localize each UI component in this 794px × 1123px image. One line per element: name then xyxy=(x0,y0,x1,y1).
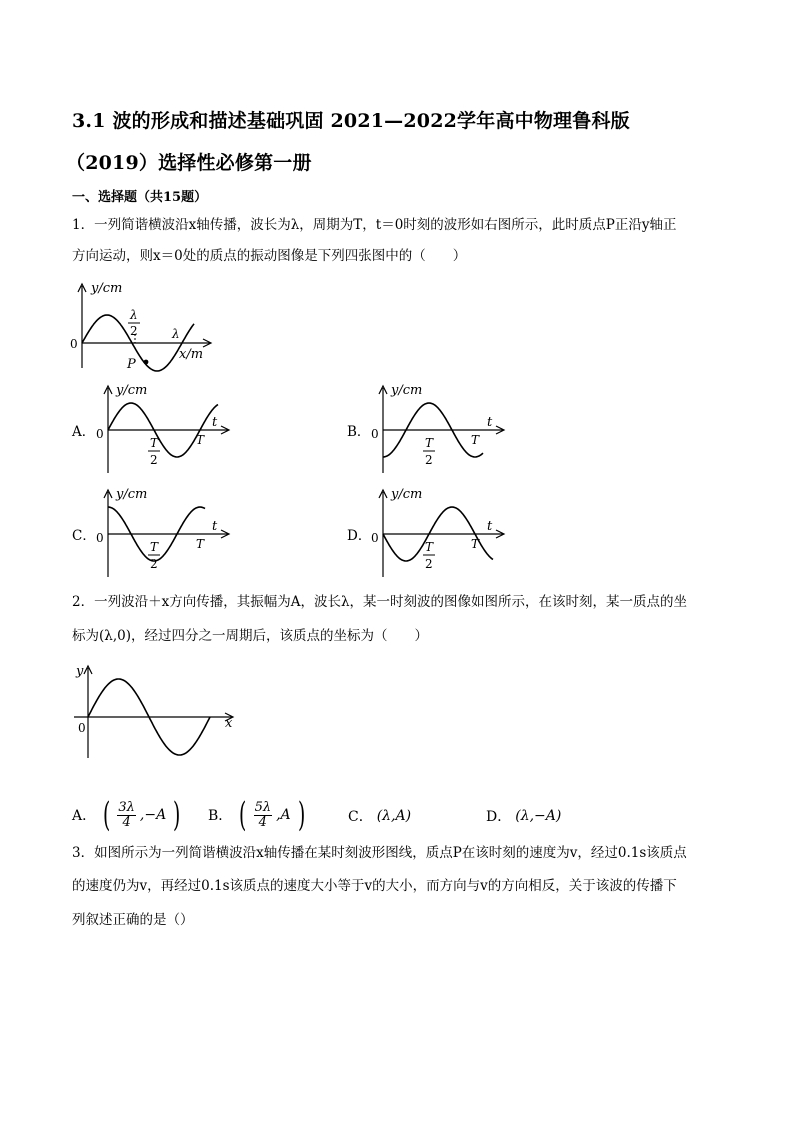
q3-line-2: 的速度仍为v，再经过0.1s该质点的速度大小等于v的大小，而方向与v的方向相反，关于该波的传播下 xyxy=(72,878,677,894)
q2-choice-d-label: D． xyxy=(486,809,512,825)
q1-option-b-graph[interactable] xyxy=(365,380,510,475)
q2-choice-b[interactable]: B． ( $\frac{5\lambda}{4}$ ,A ) xyxy=(208,795,305,835)
q1-option-a-graph[interactable] xyxy=(90,380,235,475)
q2-choice-b-rest: ,A xyxy=(276,807,291,823)
q3-line-3: 列叙述正确的是（） xyxy=(72,912,194,928)
option-origin-label: 0 xyxy=(96,531,104,545)
q2-choice-b-den: 4 xyxy=(258,814,267,830)
q2-x-label: x xyxy=(225,716,233,731)
option-half-period-den: 2 xyxy=(425,557,433,571)
q1-half-lambda-num: λ xyxy=(130,308,138,322)
point-p-marker xyxy=(144,360,149,365)
option-y-label: y/cm xyxy=(116,487,148,502)
q2-choice-a[interactable]: A． ( $\frac{3\lambda}{4}$ ,−A ) xyxy=(72,795,181,835)
option-t-label: t xyxy=(212,519,218,534)
q1-option-b-label[interactable]: B． xyxy=(347,424,371,440)
option-period-label: T xyxy=(196,537,205,551)
option-half-period-num: T xyxy=(425,540,434,554)
q2-choice-c[interactable] xyxy=(348,806,411,826)
option-half-period-num: T xyxy=(150,540,159,554)
q2-choice-a-rest: ,−A xyxy=(139,807,167,823)
option-period-label: T xyxy=(471,537,480,551)
q2-choice-c-label: C． xyxy=(348,809,373,825)
option-y-label: y/cm xyxy=(391,383,423,398)
q2-choice-b-num: 5λ xyxy=(254,799,272,815)
q3-line-1: 3．如图所示为一列简谐横波沿x轴传播在某时刻波形图线，质点P在该时刻的速度为v，经过0.1s该质点 xyxy=(72,845,687,861)
option-origin-label: 0 xyxy=(371,427,379,441)
q2-choice-a-label: A． xyxy=(72,808,97,824)
option-half-period-den: 2 xyxy=(150,557,158,571)
q2-choice-a-num: 3λ xyxy=(118,799,135,815)
option-period-label: T xyxy=(471,433,480,447)
q1-option-a-label[interactable]: A． xyxy=(72,424,96,440)
q1-point-label: P xyxy=(127,357,136,372)
q2-choice-d-text: (λ,−A) xyxy=(515,808,562,824)
q2-origin-label: 0 xyxy=(78,721,86,735)
q1-option-d-label[interactable]: D． xyxy=(347,528,372,544)
q1-lambda-label: λ xyxy=(172,327,180,341)
option-y-label: y/cm xyxy=(116,383,148,398)
option-half-period-den: 2 xyxy=(425,453,433,467)
q2-choice-a-den: 4 xyxy=(122,814,131,830)
doc-title-line-1: 3.1 波的形成和描述基础巩固 2021—2022学年高中物理鲁科版 xyxy=(72,110,630,132)
option-t-label: t xyxy=(487,519,493,534)
q1-main-wave-graph xyxy=(70,282,220,372)
q1-option-d-graph[interactable] xyxy=(365,484,510,579)
q2-choice-b-label: B． xyxy=(208,808,233,824)
q2-line-1: 2．一列波沿＋x方向传播，其振幅为A，波长λ，某一时刻波的图像如图所示，在该时刻，某一质点的坐 xyxy=(72,594,688,610)
option-t-label: t xyxy=(212,415,218,430)
option-t-label: t xyxy=(487,415,493,430)
q1-line-1: 1．一列简谐横波沿x轴传播，波长为λ，周期为T，t＝0时刻的波形如右图所示，此时质点P正沿y轴正 xyxy=(72,217,677,233)
section-heading: 一、选择题（共15题） xyxy=(72,190,208,205)
q2-line-2: 标为(λ,0)，经过四分之一周期后，该质点的坐标为（ ） xyxy=(72,628,428,644)
q2-y-label: y xyxy=(76,664,84,679)
q1-origin-label: 0 xyxy=(70,337,78,351)
doc-title-line-2: （2019）选择性必修第一册 xyxy=(66,152,312,174)
option-origin-label: 0 xyxy=(371,531,379,545)
q1-x-label: x/m xyxy=(179,347,204,362)
q2-wave-graph xyxy=(70,660,240,760)
q2-choice-c-text: (λ,A) xyxy=(376,808,412,824)
option-half-period-den: 2 xyxy=(150,453,158,467)
option-half-period-num: T xyxy=(150,436,159,450)
q1-option-c-label[interactable]: C． xyxy=(72,528,96,544)
q1-line-2: 方向运动，则x＝0处的质点的振动图像是下列四张图中的（ ） xyxy=(72,248,467,264)
option-origin-label: 0 xyxy=(96,427,104,441)
option-half-period-num: T xyxy=(425,436,434,450)
q1-half-lambda-den: 2 xyxy=(130,324,138,338)
q2-choice-d[interactable] xyxy=(486,806,561,826)
q1-y-label: y/cm xyxy=(91,282,123,296)
option-y-label: y/cm xyxy=(391,487,423,502)
option-period-label: T xyxy=(196,433,205,447)
q1-option-c-graph[interactable] xyxy=(90,484,235,579)
